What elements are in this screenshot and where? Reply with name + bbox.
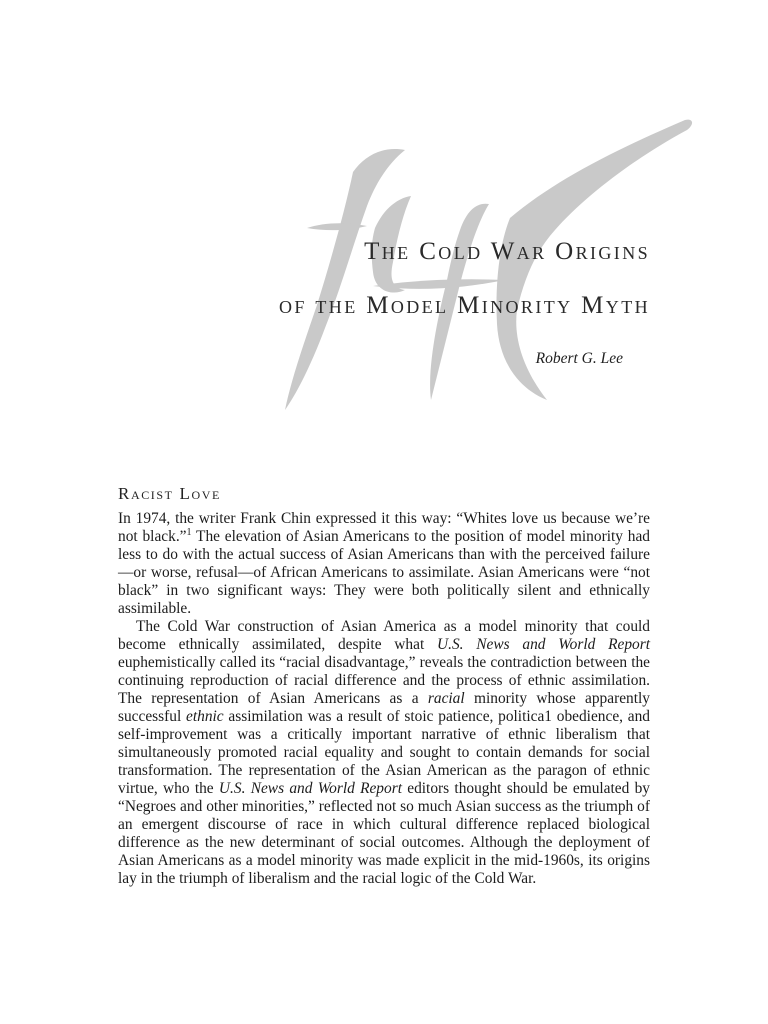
section-heading: Racist Love: [118, 484, 221, 503]
footnote-marker[interactable]: 1: [186, 527, 192, 538]
paragraph-1-part-b: The elevation of Asian Americans to the position of model minority had less to do with the actual success of Asian Americans than with the perceived failure—or worse, refusal—of African Americans to assimilate. Asian Americans were “not black” in two significant ways: They were both politically silent and ethnically assimilable.: [118, 528, 650, 617]
italic-publication-title-1: U.S. News and World Report: [437, 636, 650, 653]
paragraph-1: [118, 510, 650, 618]
brush-stroke-four-bar: [373, 279, 505, 289]
italic-racial: racial: [427, 690, 465, 707]
italic-ethnic: ethnic: [186, 708, 224, 725]
body-text: [118, 510, 650, 888]
paragraph-2-part-a: The Cold War construction of Asian America as a model minority that could become ethnically assimilated, despite what: [118, 618, 650, 653]
chapter-title-line-2: of the Model Minority Myth: [278, 292, 650, 319]
paragraph-2: [118, 618, 650, 888]
chapter-title-line-1: The Cold War Origins: [364, 238, 650, 265]
paragraph-2-part-b: euphemistically called its “racial disadvantage,” reveals the contradiction between the continuing reproduction of racial difference and the process of ethnic assimilation. The representation of Asian Americans as a: [118, 654, 650, 707]
paragraph-2-part-d: assimilation was a result of stoic patience, politica1 obedience, and self-improvement was a critically important narrative of ethnic liberalism that simultaneously promoted racial equality and sought to contain demands for social transformation. The representation of the Asian American as the paragon of ethnic virtue, who the: [118, 708, 650, 797]
paragraph-2-part-c: minority whose apparently successful: [118, 690, 650, 725]
paragraph-2-part-e: editors thought should be emulated by “Negroes and other minorities,” reflected not so much Asian success as the triumph of an emergent discourse of race in which cultural difference replaced biological difference as the new determinant of social outcomes. Although the deployment of Asian Americans as a model minority was made explicit in the mid-1960s, its origins lay in the triumph of liberalism and the racial logic of the Cold War.: [118, 780, 650, 887]
paragraph-1-part-a: In 1974, the writer Frank Chin expressed it this way: “Whites love us because we’re not black.”: [118, 510, 650, 545]
author-name: Robert G. Lee: [535, 350, 623, 367]
italic-publication-title-2: U.S. News and World Report: [218, 780, 402, 797]
